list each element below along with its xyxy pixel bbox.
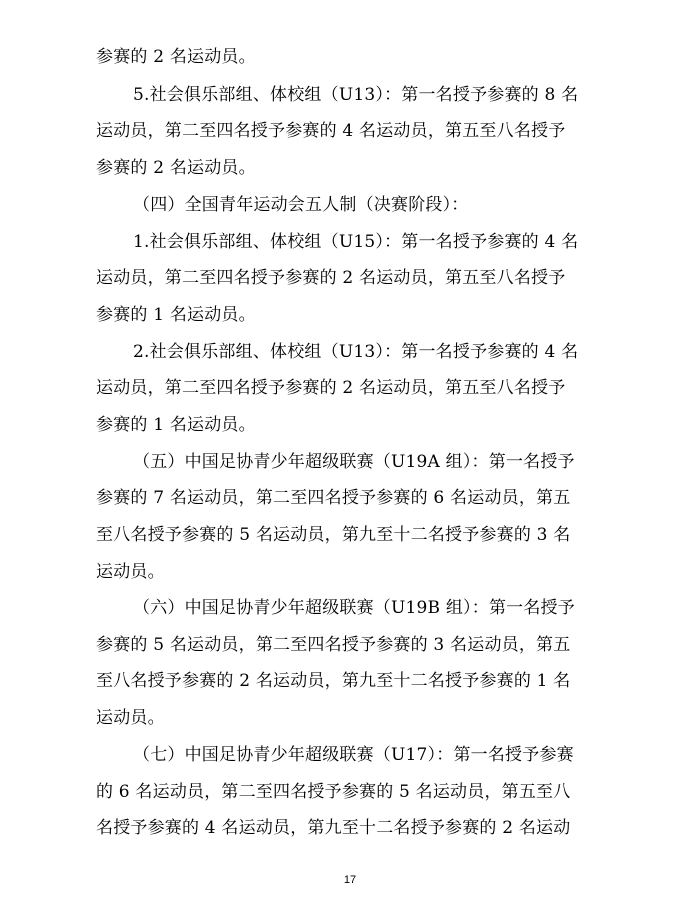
text-line-7: 运动员，第二至四名授予参赛的 2 名运动员，第五至八名授予 xyxy=(96,268,566,288)
text-line-4: 参赛的 2 名运动员。 xyxy=(96,158,256,178)
text-line-9: 2.社会俱乐部组、体校组（U13）：第一名授予参赛的 4 名 xyxy=(133,342,579,362)
text-line-18: 至八名授予参赛的 2 名运动员，第九至十二名授予参赛的 1 名 xyxy=(96,671,571,691)
text-line-11: 参赛的 1 名运动员。 xyxy=(96,415,256,435)
text-line-1: 参赛的 2 名运动员。 xyxy=(96,47,256,67)
text-line-19: 运动员。 xyxy=(96,708,165,728)
text-line-22: 名授予参赛的 4 名运动员，第九至十二名授予参赛的 2 名运动 xyxy=(96,818,571,838)
text-line-2: 5.社会俱乐部组、体校组（U13）：第一名授予参赛的 8 名 xyxy=(133,85,579,105)
section-heading-5: （五）中国足协青少年超级联赛（U19A 组）：第一名授予 xyxy=(133,452,575,472)
text-line-21: 的 6 名运动员，第二至四名授予参赛的 5 名运动员，第五至八 xyxy=(96,782,571,802)
text-line-15: 运动员。 xyxy=(96,562,165,582)
section-heading-4: （四）全国青年运动会五人制（决赛阶段）： xyxy=(133,195,469,215)
text-line-6: 1.社会俱乐部组、体校组（U15）：第一名授予参赛的 4 名 xyxy=(133,232,579,252)
text-line-10: 运动员，第二至四名授予参赛的 2 名运动员，第五至八名授予 xyxy=(96,378,566,398)
section-heading-7: （七）中国足协青少年超级联赛（U17）：第一名授予参赛 xyxy=(133,745,574,765)
text-line-13: 参赛的 7 名运动员，第二至四名授予参赛的 6 名运动员，第五 xyxy=(96,488,571,508)
text-line-3: 运动员，第二至四名授予参赛的 4 名运动员，第五至八名授予 xyxy=(96,121,566,141)
text-line-17: 参赛的 5 名运动员，第二至四名授予参赛的 3 名运动员，第五 xyxy=(96,635,571,655)
page-number: 17 xyxy=(343,874,357,886)
text-line-8: 参赛的 1 名运动员。 xyxy=(96,305,256,325)
section-heading-6: （六）中国足协青少年超级联赛（U19B 组）：第一名授予 xyxy=(133,598,575,618)
text-line-14: 至八名授予参赛的 5 名运动员，第九至十二名授予参赛的 3 名 xyxy=(96,525,571,545)
